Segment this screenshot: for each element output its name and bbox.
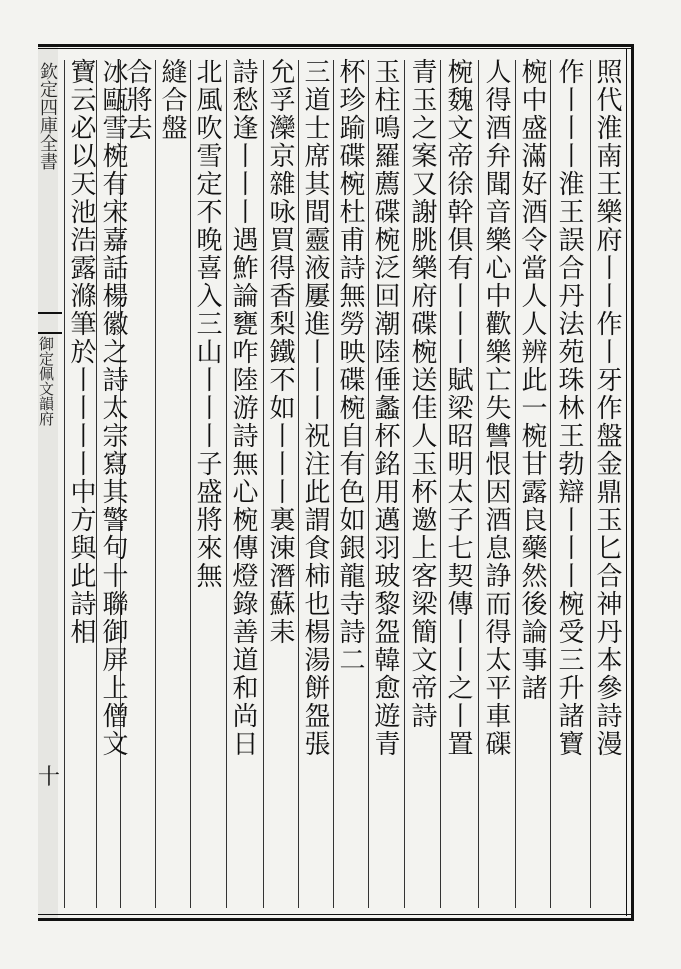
spine-folio-number — [38, 760, 62, 800]
frame-bottom-inner-border — [38, 914, 634, 915]
text-column-13: 縫合盤 — [157, 58, 187, 142]
text-column-9: 三道士席其間靈液屢進丨丨丨祝注此謂食柿也楊湯餅盌張 — [300, 58, 330, 758]
text-column-12: 北風吹雪定不晚喜入三山丨丨丨子盛將來無 — [192, 58, 222, 590]
text-column-11: 詩愁逢丨丨丨遇鮓論甕咋陸游詩無心椀傳燈錄善道和尚日 — [228, 58, 258, 758]
text-column-10: 允孚灤京雜咏買得香梨鐵不如丨丨丨裏涷潛蘇耒 — [265, 58, 295, 646]
text-column-7: 玉柱鳴羅薦碟椀泛回潮陸倕蠡杯銘用邁羽玻黎盌韓愈遊青 — [370, 58, 400, 758]
column-rule — [333, 60, 334, 908]
folio-text: 十 — [38, 765, 61, 790]
text-column-3: 椀中盛滿好酒令當人人辨此一椀甘露良藥然後論事諸 — [517, 58, 547, 702]
text-column-14: 合將去 — [122, 58, 152, 142]
text-column-4: 人得酒弁聞音樂心中歡樂亡失讐恨因酒息諍而得太平車磲 — [481, 58, 511, 758]
spine-label-text: 御定佩文韻府 — [37, 336, 55, 426]
column-rule — [478, 60, 479, 908]
text-column-15: 冰甌雪椀有宋嘉話楊徽之詩太宗寫其警句十聯御屏上僧文 — [98, 58, 128, 758]
column-rule — [64, 60, 65, 908]
spine-book-label — [38, 336, 62, 496]
column-rule — [550, 60, 551, 908]
text-column-2: 作丨丨丨淮王誤合丹法苑珠林王勃辯丨丨丨椀受三升諸寶 — [554, 58, 584, 758]
text-column-5: 椀魏文帝徐幹俱有丨丨丨賦梁昭明太子七契傳丨丨之丨置 — [443, 58, 473, 758]
column-rule — [590, 60, 591, 908]
column-rule — [515, 60, 516, 908]
column-rule — [298, 60, 299, 908]
column-rule — [440, 60, 441, 908]
spine-title — [38, 62, 62, 312]
spine-fish-tail — [38, 312, 62, 334]
column-rule — [155, 60, 156, 908]
column-rule — [226, 60, 227, 908]
frame-top-border — [38, 44, 634, 47]
frame-top-inner-border — [38, 48, 634, 49]
column-rule — [190, 60, 191, 908]
spine-title-text: 欽定四庫全書 — [37, 62, 58, 170]
column-rule — [404, 60, 405, 908]
frame-bottom-border — [38, 918, 634, 921]
frame-right-border — [631, 44, 634, 921]
text-column-8: 杯珍踰碟椀杜甫詩無勞映碟椀自有色如銀龍寺詩二 — [335, 58, 365, 674]
column-rule — [368, 60, 369, 908]
text-column-16: 寶云必以天池浩露滌筆於丨丨丨丨中方與此詩相 — [66, 58, 96, 646]
text-column-6: 青玉之案又謝朓樂府碟椀送佳人玉杯邀上客梁簡文帝詩 — [407, 58, 437, 730]
frame-right-inner-border — [626, 48, 627, 916]
column-rule — [96, 60, 97, 908]
column-rule — [263, 60, 264, 908]
text-column-1: 照代淮南王樂府丨丨作丨牙作盤金鼎玉匕合神丹本參詩漫 — [592, 58, 622, 758]
